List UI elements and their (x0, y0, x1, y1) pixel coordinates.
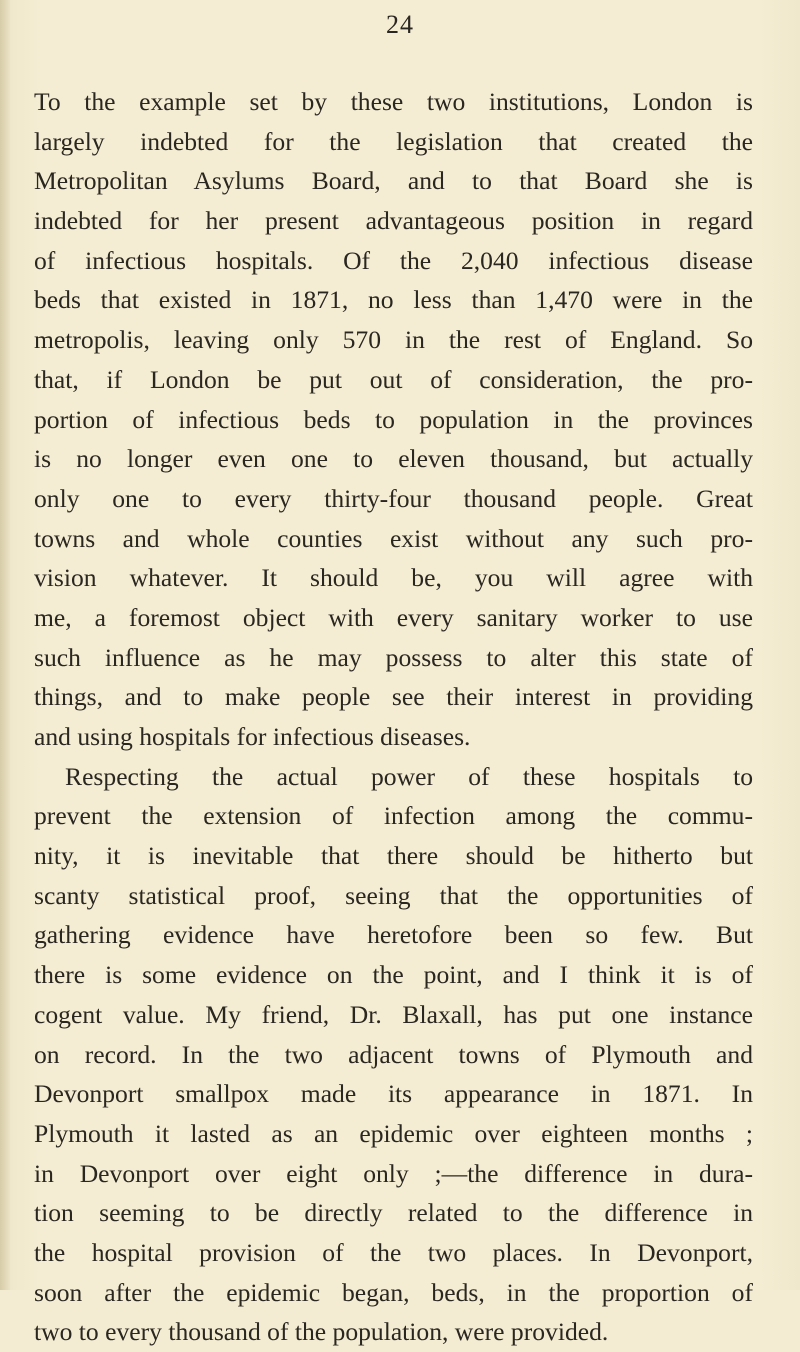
text-line: To the example set by these two institutions, London is (34, 87, 753, 116)
text-line: two to every thousand of the population, were provided. (34, 1317, 609, 1347)
text-line: things, and to make people see their interest in providing (34, 682, 753, 712)
text-line: prevent the extension of infection among the commu- (34, 801, 753, 831)
text-line: is no longer even one to eleven thousand, but actually (34, 444, 753, 474)
text-line: beds that existed in 1871, no less than 1,470 were in the (34, 285, 753, 315)
text-line: soon after the epidemic began, beds, in the proportion of (34, 1277, 753, 1307)
text-line: portion of infectious beds to population in the provinces (34, 404, 753, 434)
text-line: tion seeming to be directly related to the difference in (34, 1198, 753, 1228)
text-line: on record. In the two adjacent towns of Plymouth and (34, 1039, 753, 1069)
text-line: largely indebted for the legislation that created the (34, 126, 753, 156)
text-line: Respecting the actual power of these hospitals to (65, 761, 753, 791)
page-gutter-edge (0, 0, 10, 1290)
body-text (34, 82, 753, 1352)
text-line: scanty statistical proof, seeing that the opportunities of (34, 880, 753, 910)
text-line: of infectious hospitals. Of the 2,040 infectious disease (34, 245, 753, 275)
text-line: metropolis, leaving only 570 in the rest of England. So (34, 325, 753, 355)
text-line: only one to every thirty-four thousand people. Great (34, 483, 753, 513)
text-line: vision whatever. It should be, you will agree with (34, 563, 753, 593)
text-line: the hospital provision of the two places. In Devonport, (34, 1237, 753, 1267)
text-line: there is some evidence on the point, and I think it is of (34, 960, 753, 990)
text-line: Devonport smallpox made its appearance in 1871. In (34, 1079, 753, 1109)
text-line: such influence as he may possess to alter this state of (34, 642, 753, 672)
text-line: that, if London be put out of consideration, the pro- (34, 364, 753, 394)
text-line: and using hospitals for infectious diseases. (34, 722, 471, 751)
text-line: nity, it is inevitable that there should be hitherto but (34, 841, 753, 871)
text-line: cogent value. My friend, Dr. Blaxall, has put one instance (34, 999, 753, 1029)
text-line: me, a foremost object with every sanitary worker to use (34, 602, 753, 632)
text-line: Metropolitan Asylums Board, and to that Board she is (34, 166, 753, 196)
text-line: Plymouth it lasted as an epidemic over eighteen months ; (34, 1118, 753, 1148)
page-number: 24 (386, 10, 414, 39)
text-line: gathering evidence have heretofore been so few. But (34, 920, 753, 950)
text-line: in Devonport over eight only ;—the difference in dura- (34, 1158, 753, 1188)
text-line: towns and whole counties exist without any such pro- (34, 523, 753, 553)
text-line: indebted for her present advantageous position in regard (34, 206, 753, 236)
